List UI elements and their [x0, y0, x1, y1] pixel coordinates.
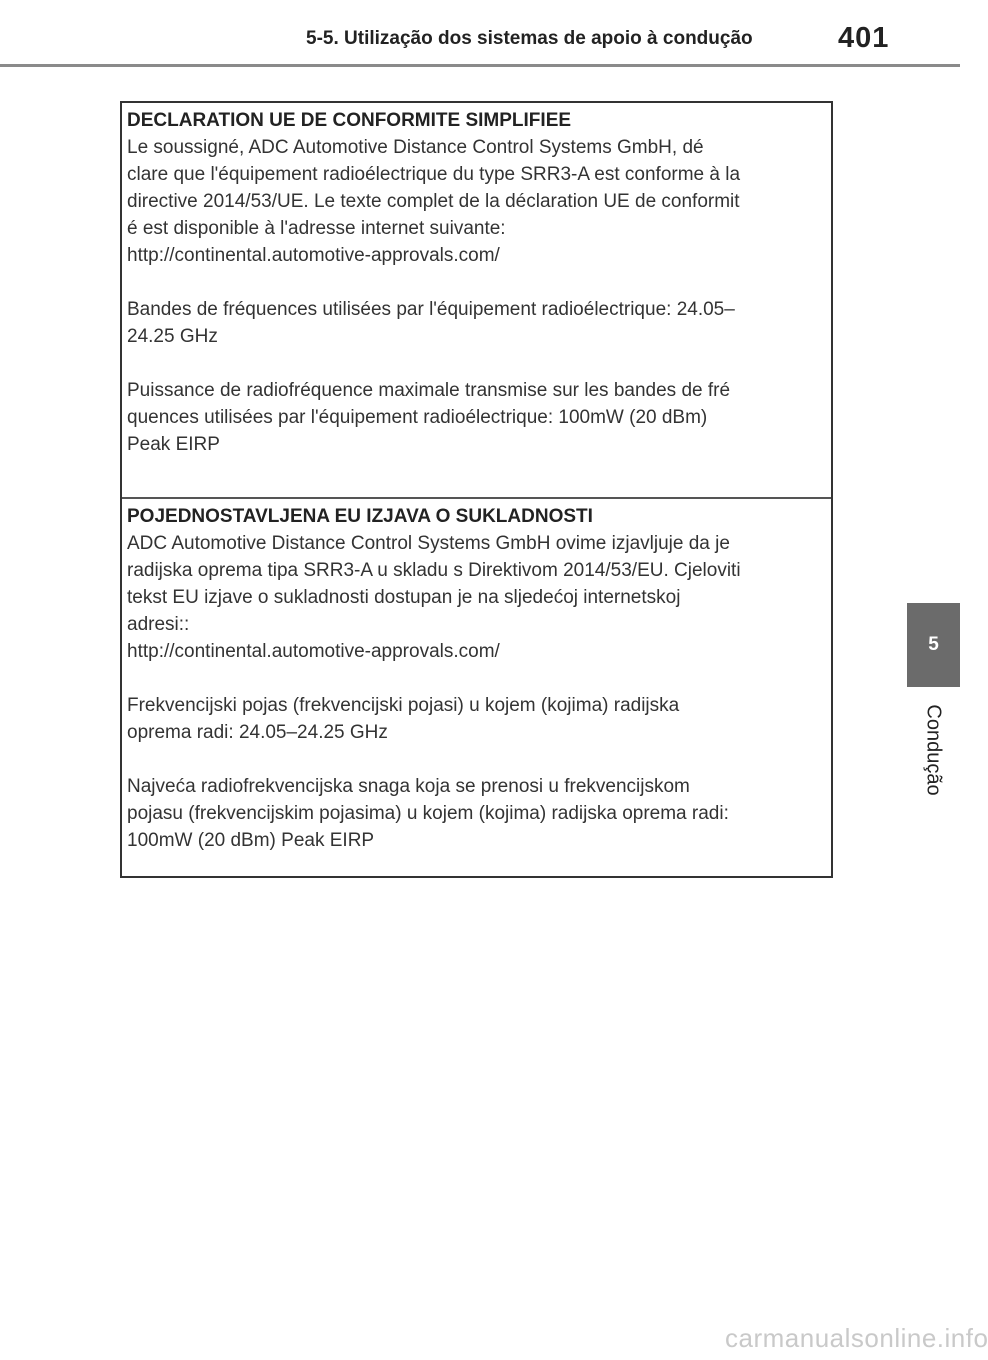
declaration-hr-title: POJEDNOSTAVLJENA EU IZJAVA O SUKLADNOSTI: [127, 506, 593, 527]
paragraph-gap: [127, 269, 827, 296]
declaration-fr-frequency-line: Bandes de fréquences utilisées par l'équipement radioélectrique: 24.05–: [127, 299, 735, 320]
declaration-fr-text-line: é est disponible à l'adresse internet suivante:: [127, 218, 506, 239]
page-number: 401: [838, 22, 890, 54]
declaration-hr-text-line: ADC Automotive Distance Control Systems GmbH ovime izjavljuje da je: [127, 533, 730, 554]
declaration-hr-power-line: Najveća radiofrekvencijska snaga koja se prenosi u frekvencijskom: [127, 776, 690, 797]
chapter-tab: [907, 603, 960, 687]
declaration-box: [120, 101, 833, 878]
declaration-hr-frequency-line: oprema radi: 24.05–24.25 GHz: [127, 722, 388, 743]
section-title: 5-5. Utilização dos sistemas de apoio à condução: [306, 28, 753, 49]
declaration-hr-text-line: tekst EU izjave o sukladnosti dostupan je na sljedećoj internetskoj: [127, 587, 681, 608]
declaration-fr-frequency-line: 24.25 GHz: [127, 326, 218, 347]
watermark: carmanualsonline.info: [725, 1323, 988, 1353]
declaration-fr-url: http://continental.automotive-approvals.com/: [127, 245, 500, 266]
declaration-hr-power-line: pojasu (frekvencijskim pojasima) u kojem (kojima) radijska oprema radi:: [127, 803, 729, 824]
declaration-fr-section: [122, 103, 831, 499]
declaration-fr-power-line: quences utilisées par l'équipement radioélectrique: 100mW (20 dBm): [127, 407, 708, 428]
paragraph-gap: [127, 665, 827, 692]
declaration-fr-text-line: directive 2014/53/UE. Le texte complet de la déclaration UE de conformit: [127, 191, 740, 212]
declaration-fr-text-line: Le soussigné, ADC Automotive Distance Control Systems GmbH, dé: [127, 137, 704, 158]
declaration-hr-section: [122, 499, 831, 876]
chapter-number: 5: [928, 634, 939, 655]
declaration-hr-frequency-line: Frekvencijski pojas (frekvencijski pojasi) u kojem (kojima) radijska: [127, 695, 680, 716]
declaration-fr-title: DECLARATION UE DE CONFORMITE SIMPLIFIEE: [127, 110, 572, 131]
paragraph-gap: [127, 350, 827, 377]
declaration-fr-power-line: Peak EIRP: [127, 434, 220, 455]
paragraph-gap: [127, 746, 827, 773]
declaration-fr-power-line: Puissance de radiofréquence maximale transmise sur les bandes de fré: [127, 380, 731, 401]
chapter-label: Condução: [922, 704, 945, 796]
header-divider: [0, 64, 960, 67]
declaration-hr-text-line: adresi::: [127, 614, 190, 635]
declaration-fr-text-line: clare que l'équipement radioélectrique du type SRR3-A est conforme à la: [127, 164, 741, 185]
declaration-hr-text-line: radijska oprema tipa SRR3-A u skladu s Direktivom 2014/53/EU. Cjeloviti: [127, 560, 741, 581]
declaration-hr-url: http://continental.automotive-approvals.com/: [127, 641, 500, 662]
declaration-hr-power-line: 100mW (20 dBm) Peak EIRP: [127, 830, 375, 851]
